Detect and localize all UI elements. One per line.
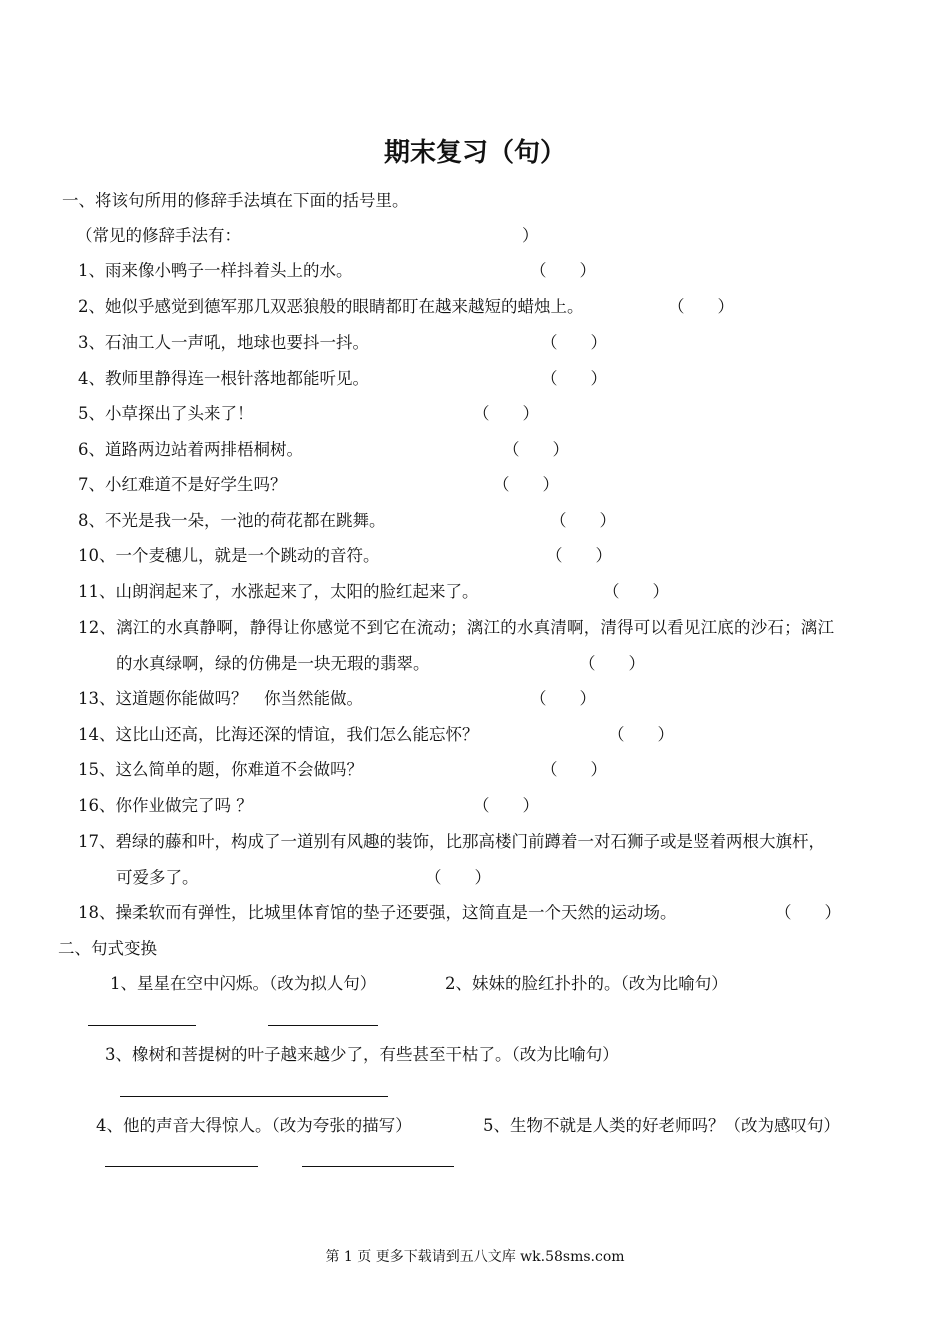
answer-paren[interactable]: （ ） xyxy=(473,404,539,423)
answer-paren[interactable]: （ ） xyxy=(541,333,607,352)
answer-line[interactable] xyxy=(88,1025,196,1026)
answer-paren[interactable]: （ ） xyxy=(603,582,669,601)
item-text: 16、你作业做完了吗 ？ xyxy=(78,796,253,815)
answer-paren[interactable]: （ ） xyxy=(493,475,559,494)
item-text: 11、山朗润起来了，水涨起来了，太阳的脸红起来了。 xyxy=(78,582,479,601)
item-text: 14、这比山还高，比海还深的情谊，我们怎么能忘怀？ xyxy=(78,725,479,744)
answer-paren[interactable]: （ ） xyxy=(546,546,612,565)
item-text: 18、操柔软而有弹性，比城里体育馆的垫子还要强，这简直是一个天然的运动场。 xyxy=(78,903,677,922)
item-text: 5、小草探出了头来了！ xyxy=(78,404,254,423)
item-text: 2、她似乎感觉到德军那几双恶狼般的眼睛都盯在越来越短的蜡烛上。 xyxy=(78,297,584,316)
transform-question: 1、星星在空中闪烁。（改为拟人句） xyxy=(110,974,377,993)
answer-paren[interactable]: （ ） xyxy=(668,297,734,316)
item-text: 6、道路两边站着两排梧桐树。 xyxy=(78,440,303,459)
answer-line[interactable] xyxy=(120,1096,388,1097)
item-text-continued: 的水真绿啊，绿的仿佛是一块无瑕的翡翠。 xyxy=(116,654,430,673)
section2-heading: 二、句式变换 xyxy=(58,939,157,958)
item-text: 3、石油工人一声吼，地球也要抖一抖。 xyxy=(78,333,369,352)
page-footer: 第 1 页 更多下载请到五八文库 wk.58sms.com xyxy=(325,1249,625,1265)
answer-paren[interactable]: （ ） xyxy=(425,868,491,887)
answer-paren[interactable]: （ ） xyxy=(608,725,674,744)
answer-paren[interactable]: （ ） xyxy=(541,760,607,779)
item-text: 8、不光是我一朵，一池的荷花都在跳舞。 xyxy=(78,511,386,530)
answer-line[interactable] xyxy=(105,1166,258,1167)
rhetoric-note: （常见的修辞手法有： xyxy=(76,226,241,245)
answer-paren[interactable]: （ ） xyxy=(530,261,596,280)
transform-question: 4、他的声音大得惊人。（改为夸张的描写） xyxy=(96,1116,412,1135)
item-text-continued: 可爱多了。 xyxy=(116,868,199,887)
answer-paren[interactable]: （ ） xyxy=(530,689,596,708)
answer-paren[interactable]: （ ） xyxy=(473,796,539,815)
transform-question: 2、妹妹的脸红扑扑的。（改为比喻句） xyxy=(445,974,728,993)
transform-question: 5、生物不就是人类的好老师吗？（改为感叹句） xyxy=(483,1116,840,1135)
item-text: 10、一个麦穗儿，就是一个跳动的音符。 xyxy=(78,546,380,565)
page-title: 期末复习（句） xyxy=(383,138,566,168)
item-text: 1、雨来像小鸭子一样抖着头上的水。 xyxy=(78,261,353,280)
item-text: 13、这道题你能做吗？ 你当然能做。 xyxy=(78,689,363,708)
answer-paren[interactable]: （ ） xyxy=(550,511,616,530)
item-text: 12、漓江的水真静啊，静得让你感觉不到它在流动；漓江的水真清啊，清得可以看见江底的沙石；漓江 xyxy=(78,618,835,637)
rhetoric-note-close: ） xyxy=(522,226,539,245)
answer-line[interactable] xyxy=(268,1025,378,1026)
item-text: 7、小红难道不是好学生吗？ xyxy=(78,475,287,494)
answer-paren[interactable]: （ ） xyxy=(579,654,645,673)
answer-paren[interactable]: （ ） xyxy=(775,903,841,922)
answer-paren[interactable]: （ ） xyxy=(541,369,607,388)
answer-line[interactable] xyxy=(302,1166,454,1167)
section1-heading: 一、将该句所用的修辞手法填在下面的括号里。 xyxy=(62,191,409,210)
item-text: 17、碧绿的藤和叶，构成了一道别有风趣的装饰，比那高楼门前蹲着一对石狮子或是竖着两根大旗杆， xyxy=(78,832,825,851)
item-text: 4、教师里静得连一根针落地都能听见。 xyxy=(78,369,369,388)
item-text: 15、这么简单的题，你难道不会做吗？ xyxy=(78,760,363,779)
answer-paren[interactable]: （ ） xyxy=(503,440,569,459)
transform-question: 3、橡树和菩提树的叶子越来越少了，有些甚至干枯了。（改为比喻句） xyxy=(105,1045,619,1064)
